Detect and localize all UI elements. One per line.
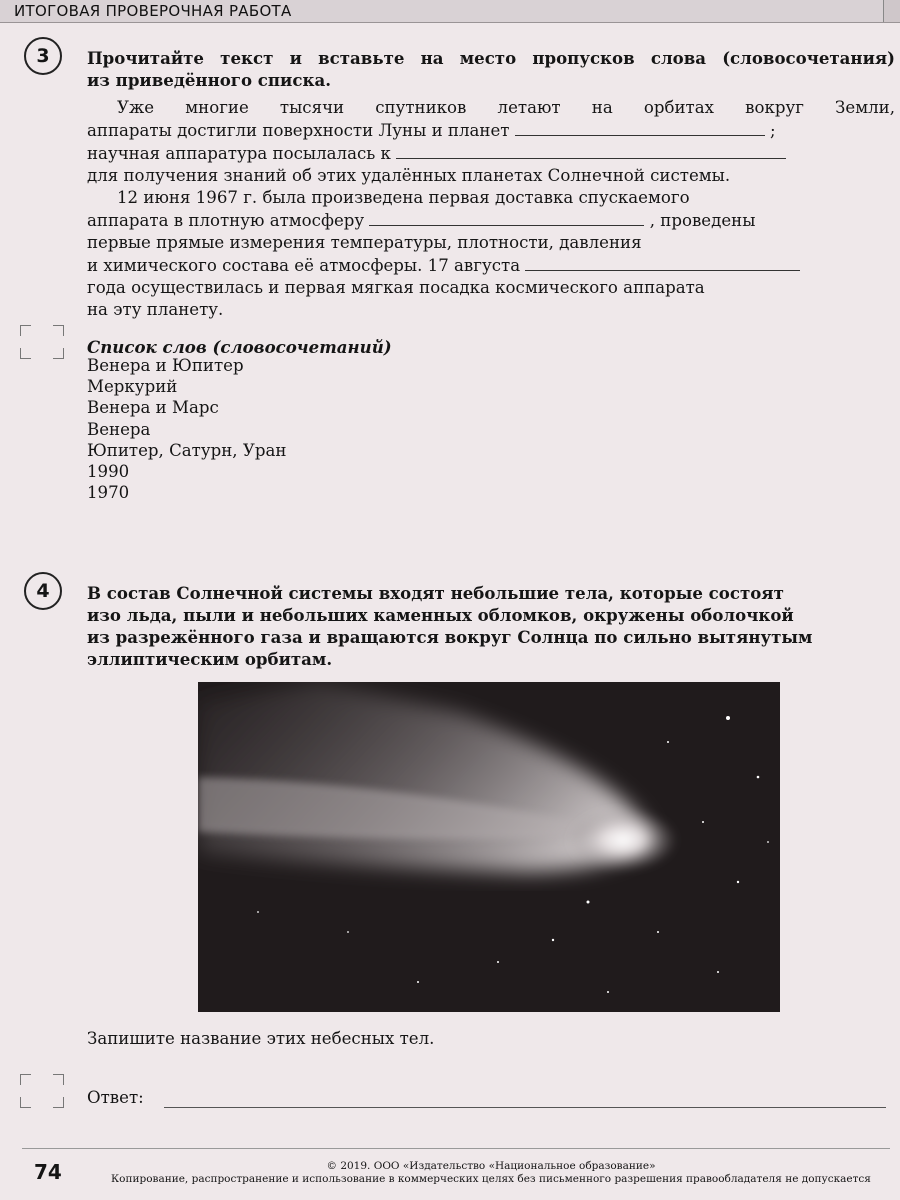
comet-photo <box>198 682 780 1012</box>
score-box-task3 <box>20 325 64 359</box>
score-box-task4 <box>20 1074 64 1108</box>
blank-1[interactable] <box>515 119 765 136</box>
word-list-item: Венера <box>87 419 151 439</box>
word-list <box>87 355 286 503</box>
task4-line-3: из разрежённого газа и вращаются вокруг Солнца по сильно вытянутым <box>87 627 813 647</box>
comet-nucleus <box>568 808 678 872</box>
task3-instruction <box>87 47 895 91</box>
text-line-9: года осуществилась и первая мягкая посадка космического аппарата <box>87 278 705 297</box>
text-line-5: 12 июня 1967 г. была произведена первая доставка спускаемого <box>117 188 690 207</box>
text-line-3 <box>87 142 895 165</box>
text-line-6 <box>87 209 895 232</box>
text-line-7: первые прямые измерения температуры, плотности, давления <box>87 233 642 252</box>
text-fragment: ; <box>770 121 776 140</box>
task4-line-2: изо льда, пыли и небольших каменных обломков, окружены оболочкой <box>87 605 794 625</box>
text-fragment: аппараты достигли поверхности Луны и планет <box>87 121 510 140</box>
copyright-line: © 2019. ООО «Издательство «Национальное образование» <box>326 1160 656 1172</box>
text-line-2 <box>87 119 895 142</box>
text-line-4: для получения знаний об этих удалённых планетах Солнечной системы. <box>87 166 731 185</box>
footer-divider <box>22 1148 890 1149</box>
header-title: ИТОГОВАЯ ПРОВЕРОЧНАЯ РАБОТА <box>14 2 292 20</box>
task4-text <box>87 582 895 670</box>
task-number-4: 4 <box>24 572 62 610</box>
blank-3[interactable] <box>369 209 644 226</box>
header-corner <box>883 0 900 22</box>
word-list-item: 1990 <box>87 462 130 482</box>
instruction-line-1: Прочитайте текст и вставьте на место пропусков слова (словосочетания) <box>87 48 895 68</box>
task4-line-1: В состав Солнечной системы входят небольшие тела, которые состоят <box>87 583 784 603</box>
footer-copyright <box>96 1160 886 1186</box>
text-fragment: аппарата в плотную атмосферу <box>87 211 365 230</box>
blank-2[interactable] <box>396 142 786 159</box>
text-fragment: , проведены <box>649 211 756 230</box>
page-header <box>0 0 900 23</box>
word-list-item: Меркурий <box>87 377 178 397</box>
task-number-3: 3 <box>24 37 62 75</box>
text-fragment: научная аппаратура посылалась к <box>87 144 391 163</box>
text-line-10: на эту планету. <box>87 300 224 319</box>
instruction-line-2: из приведённого списка. <box>87 70 331 90</box>
word-list-item: 1970 <box>87 483 130 503</box>
text-line-1: Уже многие тысячи спутников летают на орбитах вокруг Земли, <box>117 98 895 117</box>
task4-line-4: эллиптическим орбитам. <box>87 649 333 669</box>
text-fragment: и химического состава её атмосферы. 17 августа <box>87 256 521 275</box>
word-list-item: Юпитер, Сатурн, Уран <box>87 440 287 460</box>
word-list-item: Венера и Юпитер <box>87 356 244 375</box>
answer-field[interactable] <box>164 1107 886 1108</box>
task3-text <box>87 97 895 321</box>
task4-question: Запишите название этих небесных тел. <box>87 1029 435 1048</box>
text-line-8 <box>87 254 895 277</box>
blank-4[interactable] <box>525 254 800 271</box>
answer-label: Ответ: <box>87 1088 144 1107</box>
comet-image <box>198 682 780 1012</box>
page-number: 74 <box>34 1160 62 1184</box>
word-list-item: Венера и Марс <box>87 398 219 418</box>
word-list-title: Список слов (словосочетаний) <box>87 337 392 357</box>
copyright-notice: Копирование, распространение и использование в коммерческих целях без письменного разрешения правообладателя не допускается <box>111 1173 871 1185</box>
